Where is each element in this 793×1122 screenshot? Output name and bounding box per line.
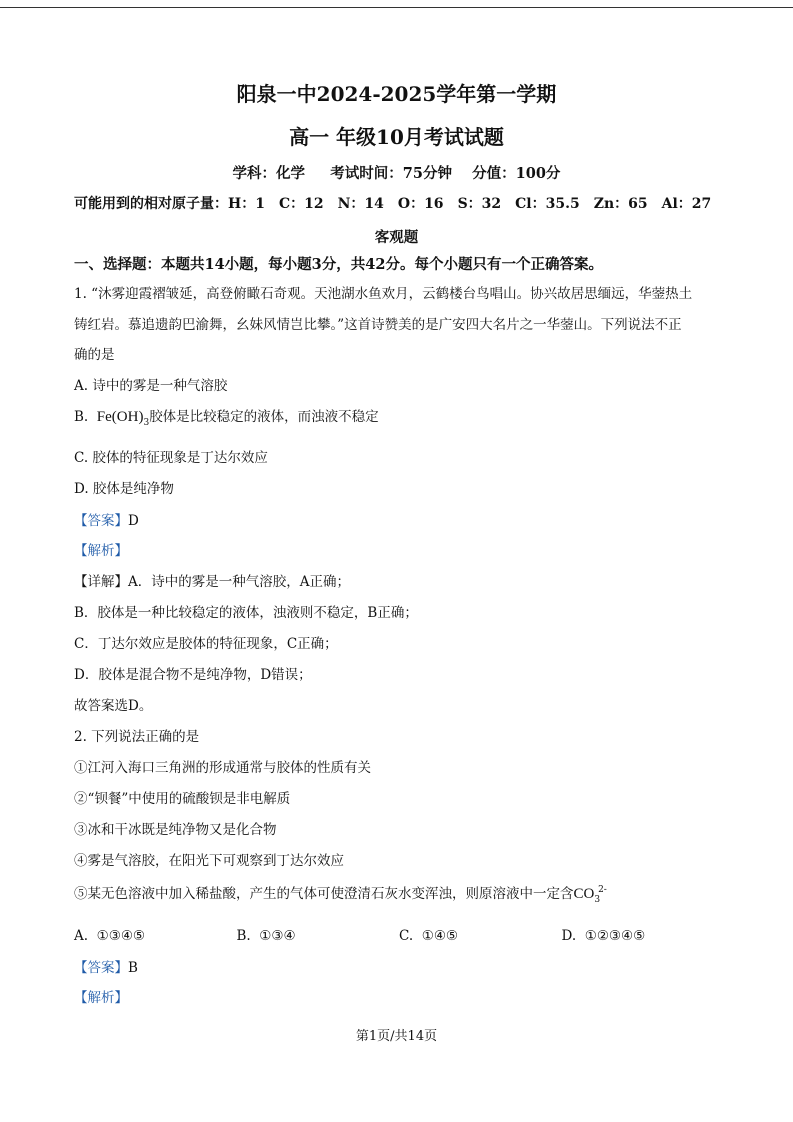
q1-option-a: A. 诗中的雾是一种气溶胶: [74, 378, 228, 394]
section-title: 客观题: [374, 229, 419, 246]
q2-option-b: B. ①③④: [236, 928, 296, 944]
atomic-mass-al: Al：27: [661, 196, 712, 212]
q1-detail-conclusion: 故答案选D。: [74, 698, 153, 714]
q2-answer-value: B: [128, 960, 138, 976]
atomic-mass-cl: Cl：35.5: [515, 196, 580, 212]
q2-statement-4: ④雾是气溶胶，在阳光下可观察到丁达尔效应: [74, 853, 344, 869]
q2-statement-5: [74, 884, 724, 906]
atomic-mass-c: C：12: [278, 196, 324, 212]
atomic-mass-h: H：1: [228, 196, 265, 212]
q1-stem-line-2: 铸红岩。慕追遗韵巴渝舞，幺妹风情岂比攀。”这首诗赞美的是广安四大名片之一华蓥山。下列说法不正: [74, 317, 682, 333]
q1-detail-b: B．胶体是一种比较稳定的液体，浊液则不稳定，B正确；: [74, 605, 418, 621]
q1-detail-tag: 【详解】: [74, 574, 128, 590]
q2-option-c: C. ①④⑤: [399, 928, 459, 944]
school-term-title: 阳泉一中2024-2025学年第一学期: [236, 82, 557, 106]
q2-answer: [74, 958, 724, 978]
q2-options: [74, 926, 724, 946]
atomic-masses: [74, 194, 724, 214]
q2-option-d: D. ①②③④⑤: [561, 928, 646, 944]
atomic-mass-o: O：16: [397, 196, 444, 212]
q1-analysis-tag: 【解析】: [74, 543, 128, 559]
q1-answer-tag: 【答案】: [74, 513, 128, 529]
q1-option-b: [74, 407, 724, 429]
q1-answer: [74, 511, 724, 531]
q2-statement-3: ③冰和干冰既是纯净物又是化合物: [74, 822, 277, 838]
exam-title: 高一 年级10月考试试题: [289, 125, 504, 149]
q1-detail-line-1: [74, 572, 724, 592]
q2-statement-5-sup: 2-: [598, 885, 607, 895]
q1-stem-line-3: 确的是: [74, 347, 115, 363]
top-rule: [0, 7, 793, 8]
q1-option-b-formula: Fe(OH): [96, 409, 144, 425]
part1-heading: 一、选择题：本题共14小题，每小题3分，共42分。每个小题只有一个正确答案。: [74, 256, 603, 273]
q1-detail-d: D．胶体是混合物不是纯净物，D错误；: [74, 667, 312, 683]
q2-statement-5-formula: CO: [573, 886, 595, 902]
q1-option-c: C. 胶体的特征现象是丁达尔效应: [74, 450, 268, 466]
q1-stem-line-1: 1. “沐雾迎霞褶皱延，高登俯瞰石奇观。天池湖水鱼欢月，云鹤楼台鸟唱山。协兴故居思缅远，华蓥热土: [74, 286, 693, 302]
q2-option-a: A. ①③④⑤: [74, 928, 146, 944]
q1-detail-c: C．丁达尔效应是胶体的特征现象，C正确；: [74, 636, 338, 652]
q2-analysis-tag: 【解析】: [74, 990, 128, 1006]
q1-option-d: D. 胶体是纯净物: [74, 481, 174, 497]
atomic-masses-label: 可能用到的相对原子量：: [74, 196, 228, 212]
atomic-mass-n: N：14: [337, 196, 384, 212]
q2-statement-5-text: ⑤某无色溶液中加入稀盐酸，产生的气体可使澄清石灰水变浑浊，则原溶液中一定含: [74, 886, 574, 902]
atomic-mass-zn: Zn：65: [593, 196, 648, 212]
atomic-mass-s: S：32: [457, 196, 502, 212]
q1-detail-a: A．诗中的雾是一种气溶胶，A正确；: [128, 574, 350, 590]
q2-statement-2: ②“钡餐”中使用的硫酸钡是非电解质: [74, 791, 291, 807]
q2-answer-tag: 【答案】: [74, 960, 128, 976]
q1-answer-value: D: [128, 513, 139, 529]
q2-stem: 2. 下列说法正确的是: [74, 729, 200, 745]
q2-statement-5-sub: 3: [594, 895, 601, 905]
q1-option-b-prefix: B.: [74, 409, 97, 425]
page-footer: 第1页/共14页: [355, 1029, 438, 1044]
exam-meta: 学科：化学 考试时间：75分钟 分值：100分: [232, 165, 561, 182]
q1-option-b-text: 胶体是比较稳定的液体，而浊液不稳定: [149, 409, 379, 425]
q1-option-b-subscript: 3: [143, 418, 150, 428]
q2-statement-1: ①江河入海口三角洲的形成通常与胶体的性质有关: [74, 760, 371, 776]
